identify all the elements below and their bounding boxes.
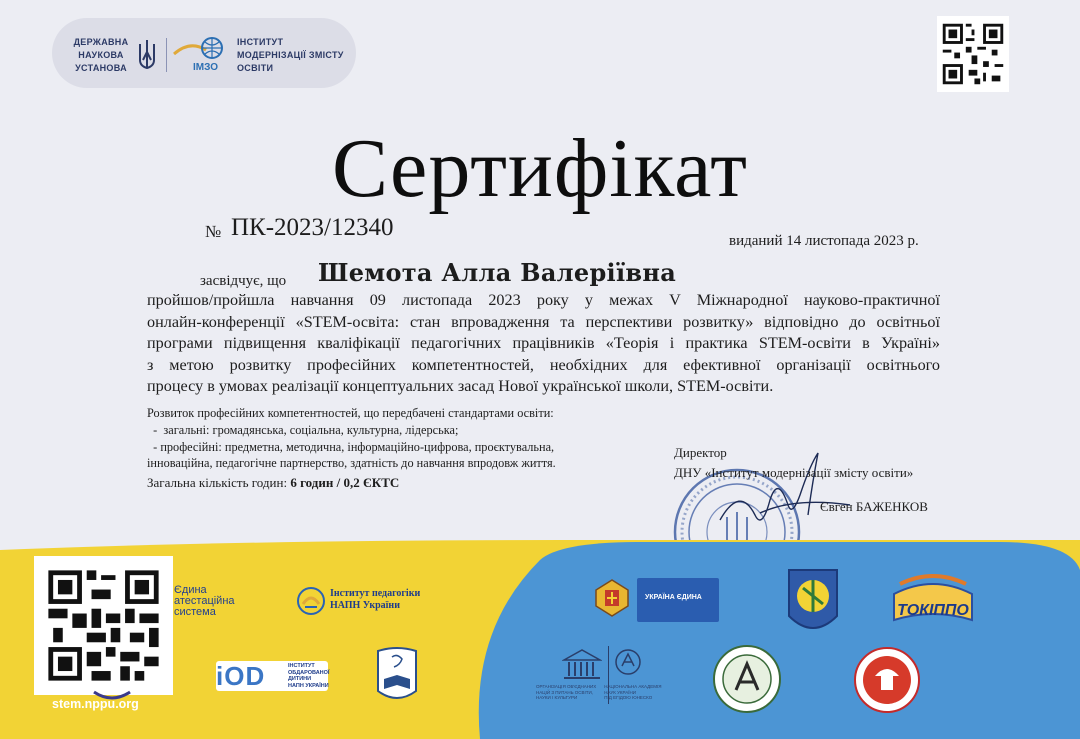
tokippo-logo (890, 572, 976, 632)
iod-line-2: ОБДАРОВАНОЇ (288, 669, 330, 676)
book-shield-icon (374, 645, 420, 707)
signer-name: Євген БАЖЕНКОВ (820, 499, 928, 514)
certificate-body (147, 290, 940, 398)
certificate-title: Сертифікат (331, 122, 748, 215)
polytechnic-logo-icon (853, 646, 921, 714)
trident-icon (136, 38, 158, 72)
qr-code-bottom[interactable] (34, 556, 173, 695)
stem-website-link[interactable]: stem.nppu.org (52, 697, 139, 711)
director-title: Директор (674, 445, 727, 460)
state-line-1: ДЕРЖАВНА (73, 37, 129, 47)
state-institution-label (70, 36, 132, 75)
unesco-line-1: ОРГАНІЗАЦІЯ ОБ'ЄДНАНИХ (536, 684, 597, 689)
unesco-line-3: НАУКИ І КУЛЬТУРИ (536, 695, 578, 700)
imzo-label: ІМЗО (193, 62, 219, 73)
iod-line-3: ДИТИНИ (288, 676, 312, 682)
imzo-globe-icon (172, 36, 228, 64)
iod-line-4: НАПН УКРАЇНИ (288, 682, 329, 689)
unesco-temple-icon (562, 648, 602, 684)
university-seal-icon (712, 644, 782, 714)
hours-value: 6 годин / 0,2 ЄКТС (290, 475, 400, 490)
header-divider (166, 38, 167, 72)
state-line-2: НАУКОВА (78, 50, 124, 60)
body-line: онлайн-конференції «STEM-освіта: стан впровадження та перспективи розвитку» відповідно до освітньої (147, 312, 940, 331)
iod-mark: iOD (216, 661, 266, 691)
institute-line-2: МОДЕРНІЗАЦІЇ ЗМІСТУ (237, 50, 344, 60)
academy-line-2: НАУК УКРАЇНИ (604, 689, 636, 695)
unesco-line-2: НАЦІЙ З ПИТАНЬ ОСВІТИ, (536, 689, 594, 695)
edina-atestatsiina-logo (174, 585, 254, 618)
institute-line-1: ІНСТИТУТ (237, 37, 284, 47)
competency-line: Розвиток професійних компетентностей, що передбачені стандартами освіти: (147, 406, 554, 420)
edina-line-1: Єдина (174, 584, 207, 596)
body-line: пройшов/пройшла навчання 09 листопада 2023 року у межах V Міжнародної науково-практичної (147, 291, 940, 309)
body-line: процесу в умовах реалізації концептуальних засад Нової української школи, STEM-освіти. (147, 377, 774, 396)
academy-emblem-icon (614, 648, 642, 676)
inst-pedagogy-icon (296, 586, 326, 616)
tokippo-label: ТОКІППО (897, 602, 969, 619)
edina-line-3: система (174, 606, 216, 618)
regional-emblem-icon (592, 578, 632, 618)
institute-label (237, 36, 357, 75)
body-line: програми підвищення кваліфікації педагогічних працівників «Теорія і практика STEM-освіти в Україні» (147, 334, 940, 353)
issue-date: виданий 14 листопада 2023 р. (729, 233, 919, 249)
inst-pedagogy-logo (330, 588, 420, 612)
edina-line-2: атестаційна (174, 595, 235, 607)
state-line-3: УСТАНОВА (75, 63, 127, 73)
iod-line-1: ІНСТИТУТ (288, 663, 315, 669)
inst-ped-line-1: Інститут педагогіки (330, 588, 421, 599)
partial-logo-icon (92, 690, 132, 704)
competency-line: інноваційна, педагогічне партнерство, здатність до навчання впродовж життя. (147, 456, 556, 471)
qr-icon (34, 556, 173, 695)
qr-code-top[interactable] (937, 16, 1009, 92)
hours-line (147, 475, 399, 491)
iod-text (288, 663, 329, 689)
certifies-label: засвідчує, що (200, 273, 287, 289)
academy-line-1: НАЦІОНАЛЬНА АКАДЕМІЯ (604, 684, 662, 689)
science-emblem-icon (783, 566, 843, 642)
inst-ped-line-2: НАПН України (330, 600, 400, 611)
competency-line: - загальні: громадянська, соціальна, культурна, лідерська; (147, 422, 459, 437)
unesco-text (536, 684, 686, 701)
institute-line-3: ОСВІТИ (237, 63, 274, 73)
recipient-name: Шемота Алла Валеріївна (318, 258, 677, 287)
body-line: з метою розвитку професійних компетентностей, необхідних для ефективної організації освітнього (147, 355, 940, 374)
competencies-block (147, 405, 587, 472)
institution-name: ДНУ «Інститут модернізації змісту освіти» (674, 465, 914, 480)
academy-line-3: ПІД ЕГІДОЮ ЮНЕСКО (604, 695, 653, 700)
competency-line: - професійні: предметна, методична, інформаційно-цифрова, проєктувальна, (147, 439, 555, 454)
qr-icon (937, 16, 1009, 92)
certificate-number: ПК-2023/12340 (231, 214, 394, 241)
hours-label: Загальна кількість годин: (147, 475, 288, 490)
ukraine-edina-label: УКРАЇНА ЄДИНА (645, 594, 702, 601)
number-sign: № (205, 222, 222, 241)
